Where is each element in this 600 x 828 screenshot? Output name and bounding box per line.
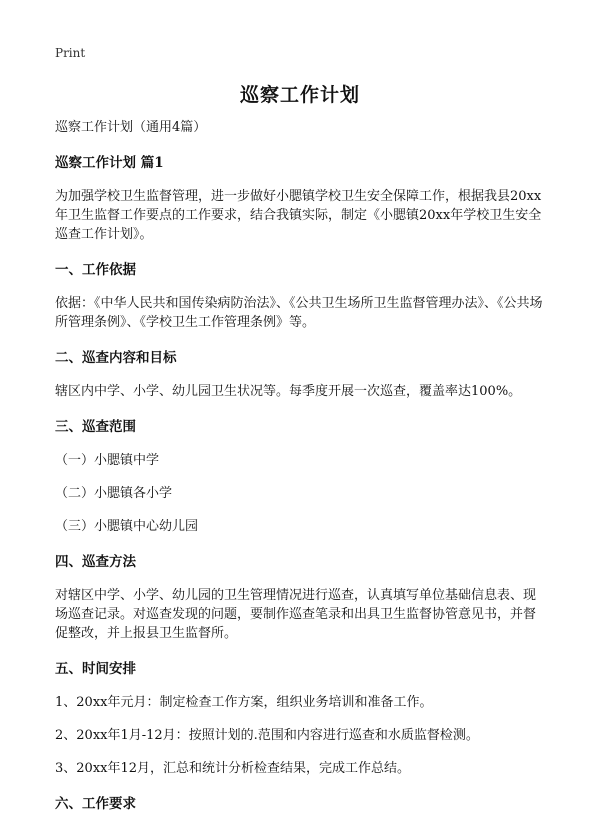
list-item: 3、20xx年12月，汇总和统计分析检查结果，完成工作总结。 xyxy=(55,761,411,776)
list-item: 1、20xx年元月：制定检查工作方案，组织业务培训和准备工作。 xyxy=(55,695,433,710)
section-text-method: 对辖区中学、小学、幼儿园的卫生管理情况进行巡查，认真填写单位基础信息表、现场巡查记录。对巡查发现的问题，要制作巡查笔录和出具卫生监督协管意见书，并督促整改，并上报县卫生监督所。 xyxy=(55,588,537,641)
section-text-basis: 依据：《中华人民共和国传染病防治法》、《公共卫生场所卫生监督管理办法》、《公共场所管理条例》、《学校卫生工作管理条例》等。 xyxy=(55,296,543,330)
section-title-requirements: 六、工作要求 xyxy=(55,796,136,812)
list-item: 2、20xx年1月-12月：按照计划的.范围和内容进行巡查和水质监督检测。 xyxy=(55,728,479,743)
list-item: （三）小腮镇中心幼儿园 xyxy=(55,519,199,534)
document-title: 巡察工作计划 xyxy=(239,84,360,106)
section-title-method: 四、巡查方法 xyxy=(55,554,136,570)
intro-paragraph: 为加强学校卫生监督管理，进一步做好小腮镇学校卫生安全保障工作，根据我县20xx年卫生监督工作要点的工作要求，结合我镇实际，制定《小腮镇20xx年学校卫生安全巡查工作计划》。 xyxy=(55,189,542,242)
document-body xyxy=(55,118,547,828)
section-title-scope: 三、巡查范围 xyxy=(55,419,136,435)
print-label[interactable]: Print xyxy=(55,46,86,60)
list-item: （二）小腮镇各小学 xyxy=(55,486,173,501)
section-text-content: 辖区内中学、小学、幼儿园卫生状况等。每季度开展一次巡查，覆盖率达100%。 xyxy=(55,384,522,399)
section-title-content: 二、巡查内容和目标 xyxy=(55,350,177,366)
section-title-schedule: 五、时间安排 xyxy=(55,661,136,677)
document-subtitle: 巡察工作计划（通用4篇） xyxy=(55,120,207,135)
section-title-basis: 一、工作依据 xyxy=(55,262,136,278)
list-item: （一）小腮镇中学 xyxy=(55,453,160,468)
article-heading: 巡察工作计划 篇1 xyxy=(55,155,164,171)
